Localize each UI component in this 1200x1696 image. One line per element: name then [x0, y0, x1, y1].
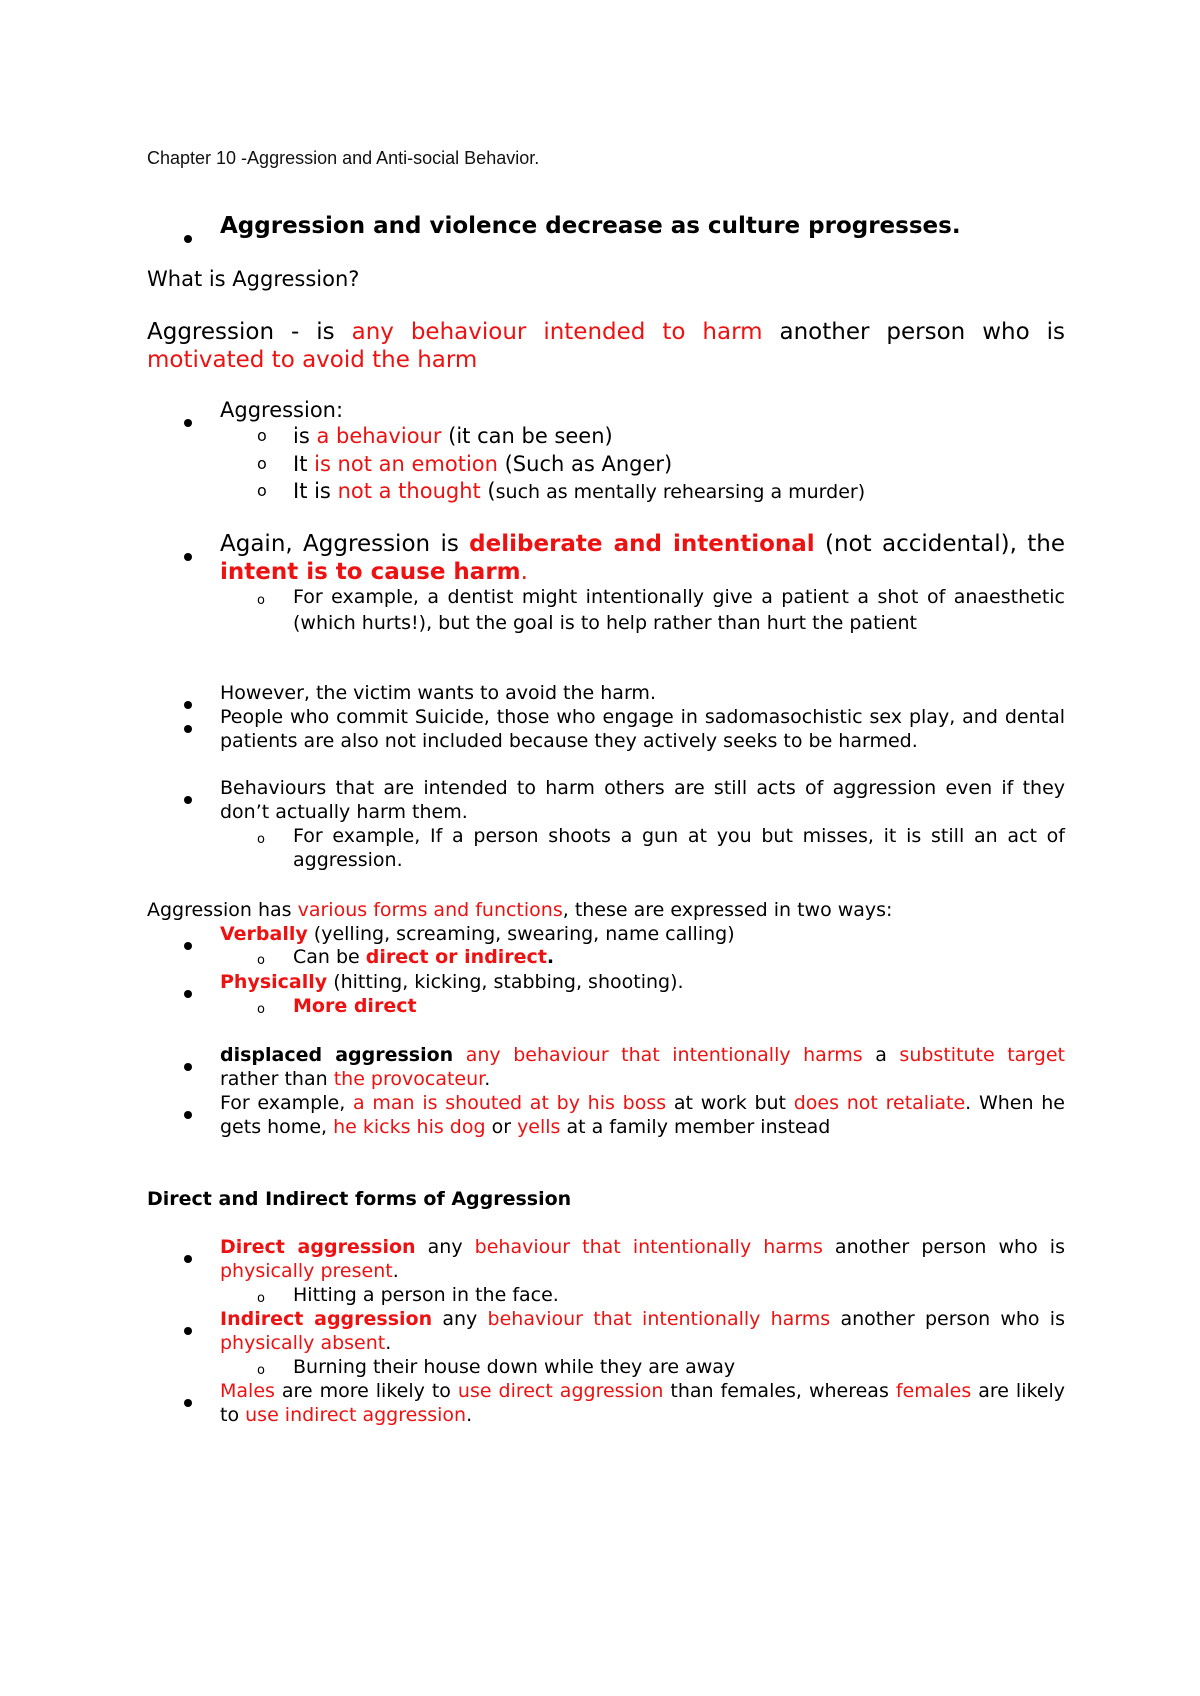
bullet-icon	[184, 690, 204, 716]
square-bullet-icon: o	[257, 1291, 265, 1306]
bullet-icon	[184, 786, 204, 810]
physical-bullet: Physically (hitting, kicking, stabbing, shooting).	[220, 969, 1065, 995]
forms-intro: Aggression has various forms and functions, these are expressed in two ways:	[147, 899, 893, 921]
square-bullet-icon: o	[257, 832, 265, 847]
list-item: o It is not an emotion (Such as Anger)	[257, 452, 673, 476]
circle-bullet-icon: o	[257, 481, 267, 500]
square-bullet-icon: o	[257, 1002, 265, 1017]
bullet-icon	[184, 715, 204, 739]
verbal-sub: o Can be direct or indirect.	[293, 944, 1065, 970]
bullet-icon	[184, 979, 204, 1005]
bullet-icon	[184, 1317, 204, 1341]
gun-example: o For example, If a person shoots a gun at you but misses, it is still an act of aggression.	[257, 825, 1065, 871]
displaced-aggression: displaced aggression any behaviour that intentionally harms a substitute target rather than the provocateur.	[220, 1043, 1065, 1091]
list-item: o It is not a thought (such as mentally rehearsing a murder)	[257, 479, 866, 503]
square-bullet-icon: o	[257, 1363, 265, 1378]
displaced-example: For example, a man is shouted at by his boss at work but does not retaliate. When he gets home, he kicks his dog or yells at a family member instead	[220, 1091, 1065, 1139]
square-bullet-icon: o	[257, 593, 265, 608]
intro-bullet: Aggression and violence decrease as culture progresses.	[220, 212, 1065, 240]
bullet-icon	[184, 1245, 204, 1269]
intent-bullet: Again, Aggression is deliberate and intentional (not accidental), the intent is to cause harm.	[220, 530, 1065, 586]
chapter-title: Chapter 10 -Aggression and Anti-social Behavior.	[147, 148, 540, 168]
victim-point: However, the victim wants to avoid the harm.	[220, 680, 1065, 706]
aggression-definition: Aggression - is any behaviour intended to harm another person who is motivated to avoid the harm	[147, 319, 1065, 373]
bullet-icon	[184, 540, 204, 568]
circle-bullet-icon: o	[257, 454, 267, 473]
excluded-point: People who commit Suicide, those who engage in sadomasochistic sex play, and dental patients are also not included because they actively seeks to be harmed.	[220, 705, 1065, 753]
indirect-aggression: Indirect aggression any behaviour that intentionally harms another person who is physically absent.	[220, 1307, 1065, 1355]
bullet-icon	[184, 1389, 204, 1413]
physical-sub: o More direct	[293, 993, 1065, 1019]
section-heading: Direct and Indirect forms of Aggression	[147, 1188, 572, 1210]
bullet-icon	[184, 407, 204, 433]
bullet-icon	[184, 1053, 204, 1077]
aggression-list: Aggression:	[220, 397, 1065, 423]
circle-bullet-icon: o	[257, 426, 267, 445]
bullet-icon	[184, 931, 204, 957]
direct-example: o Hitting a person in the face.	[293, 1282, 1065, 1308]
bullet-icon	[184, 222, 204, 250]
list-item: o is a behaviour (it can be seen)	[257, 424, 613, 448]
dentist-example: o For example, a dentist might intentionally give a patient a shot of anaesthetic (which hurts!), but the goal is to help rather than hurt the patient	[257, 586, 1065, 634]
direct-aggression: Direct aggression any behaviour that intentionally harms another person who is physically present.	[220, 1235, 1065, 1283]
intended-harm-point: Behaviours that are intended to harm others are still acts of aggression even if they don’t actually harm them.	[220, 776, 1065, 824]
square-bullet-icon: o	[257, 953, 265, 968]
gender-difference: Males are more likely to use direct aggression than females, whereas females are likely to use indirect aggression.	[220, 1379, 1065, 1427]
question-heading: What is Aggression?	[147, 267, 360, 291]
indirect-example: o Burning their house down while they are away	[293, 1354, 1065, 1380]
bullet-icon	[184, 1101, 204, 1125]
verbal-bullet: Verbally (yelling, screaming, swearing, name calling)	[220, 921, 1065, 947]
